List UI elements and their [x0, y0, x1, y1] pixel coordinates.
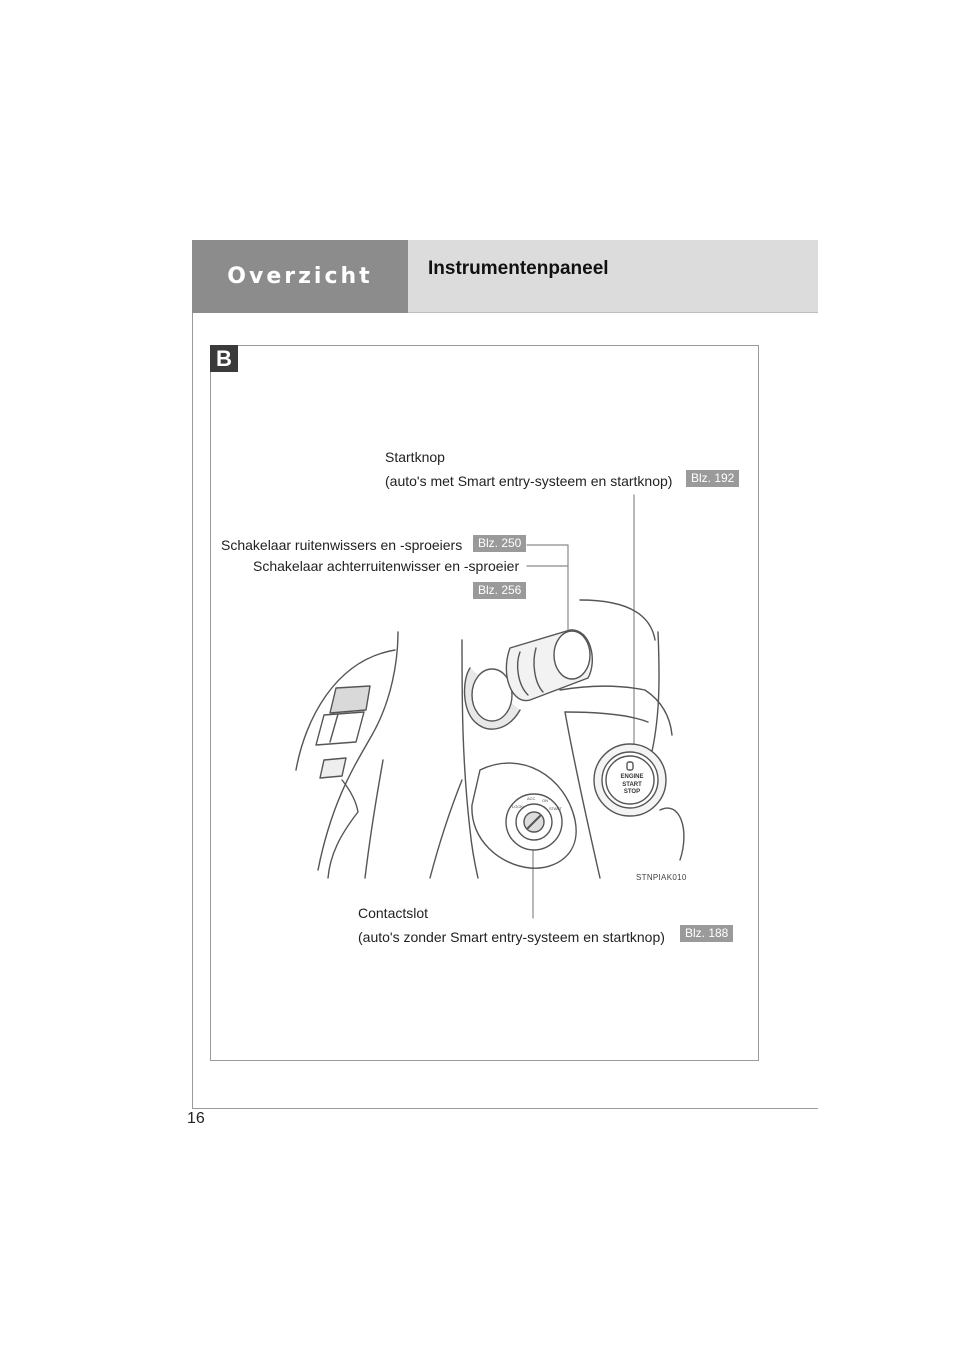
- ignition-label-on: ON: [542, 798, 548, 803]
- ignition-label-start: START: [549, 806, 562, 811]
- page-number: 16: [187, 1110, 205, 1127]
- illustration-code: STNPIAK010: [636, 873, 687, 882]
- section-badge: B: [210, 345, 238, 372]
- start-button-text-3: STOP: [623, 789, 641, 795]
- start-button-subtitle: (auto's met Smart entry-systeem en startknop): [385, 473, 673, 489]
- start-button-page-ref[interactable]: Blz. 192: [686, 470, 739, 487]
- footer-rule: [192, 1108, 818, 1109]
- ignition-label-acc: ACC: [527, 796, 536, 801]
- door-panel-edge: [318, 632, 398, 870]
- rear-wiper-switch-page-ref[interactable]: Blz. 256: [473, 582, 526, 599]
- window-switch-1: [330, 686, 370, 713]
- start-button-title: Startknop: [385, 449, 445, 465]
- page-title: Instrumentenpaneel: [428, 258, 609, 279]
- section-tab: Overzicht: [192, 240, 408, 313]
- wiper-switch-title: Schakelaar ruitenwissers en -sproeiers: [221, 537, 463, 553]
- start-button: [602, 752, 658, 808]
- ignition-page-ref[interactable]: Blz. 188: [680, 925, 733, 942]
- window-switch-2: [316, 712, 364, 745]
- ignition-subtitle: (auto's zonder Smart entry-systeem en startknop): [358, 929, 665, 945]
- wiper-switch-page-ref[interactable]: Blz. 250: [473, 535, 526, 552]
- column-right: [650, 632, 659, 760]
- ignition-label-lock: LOCK: [512, 804, 523, 809]
- start-button-text-1: ENGINE: [620, 774, 644, 780]
- mirror-switch: [320, 758, 346, 778]
- leader-lines: [527, 495, 634, 918]
- rear-wiper-switch-title: Schakelaar achterruitenwisser en -sproeier: [253, 558, 520, 574]
- ignition-title: Contactslot: [358, 905, 429, 921]
- start-button-text-2: START: [622, 782, 642, 788]
